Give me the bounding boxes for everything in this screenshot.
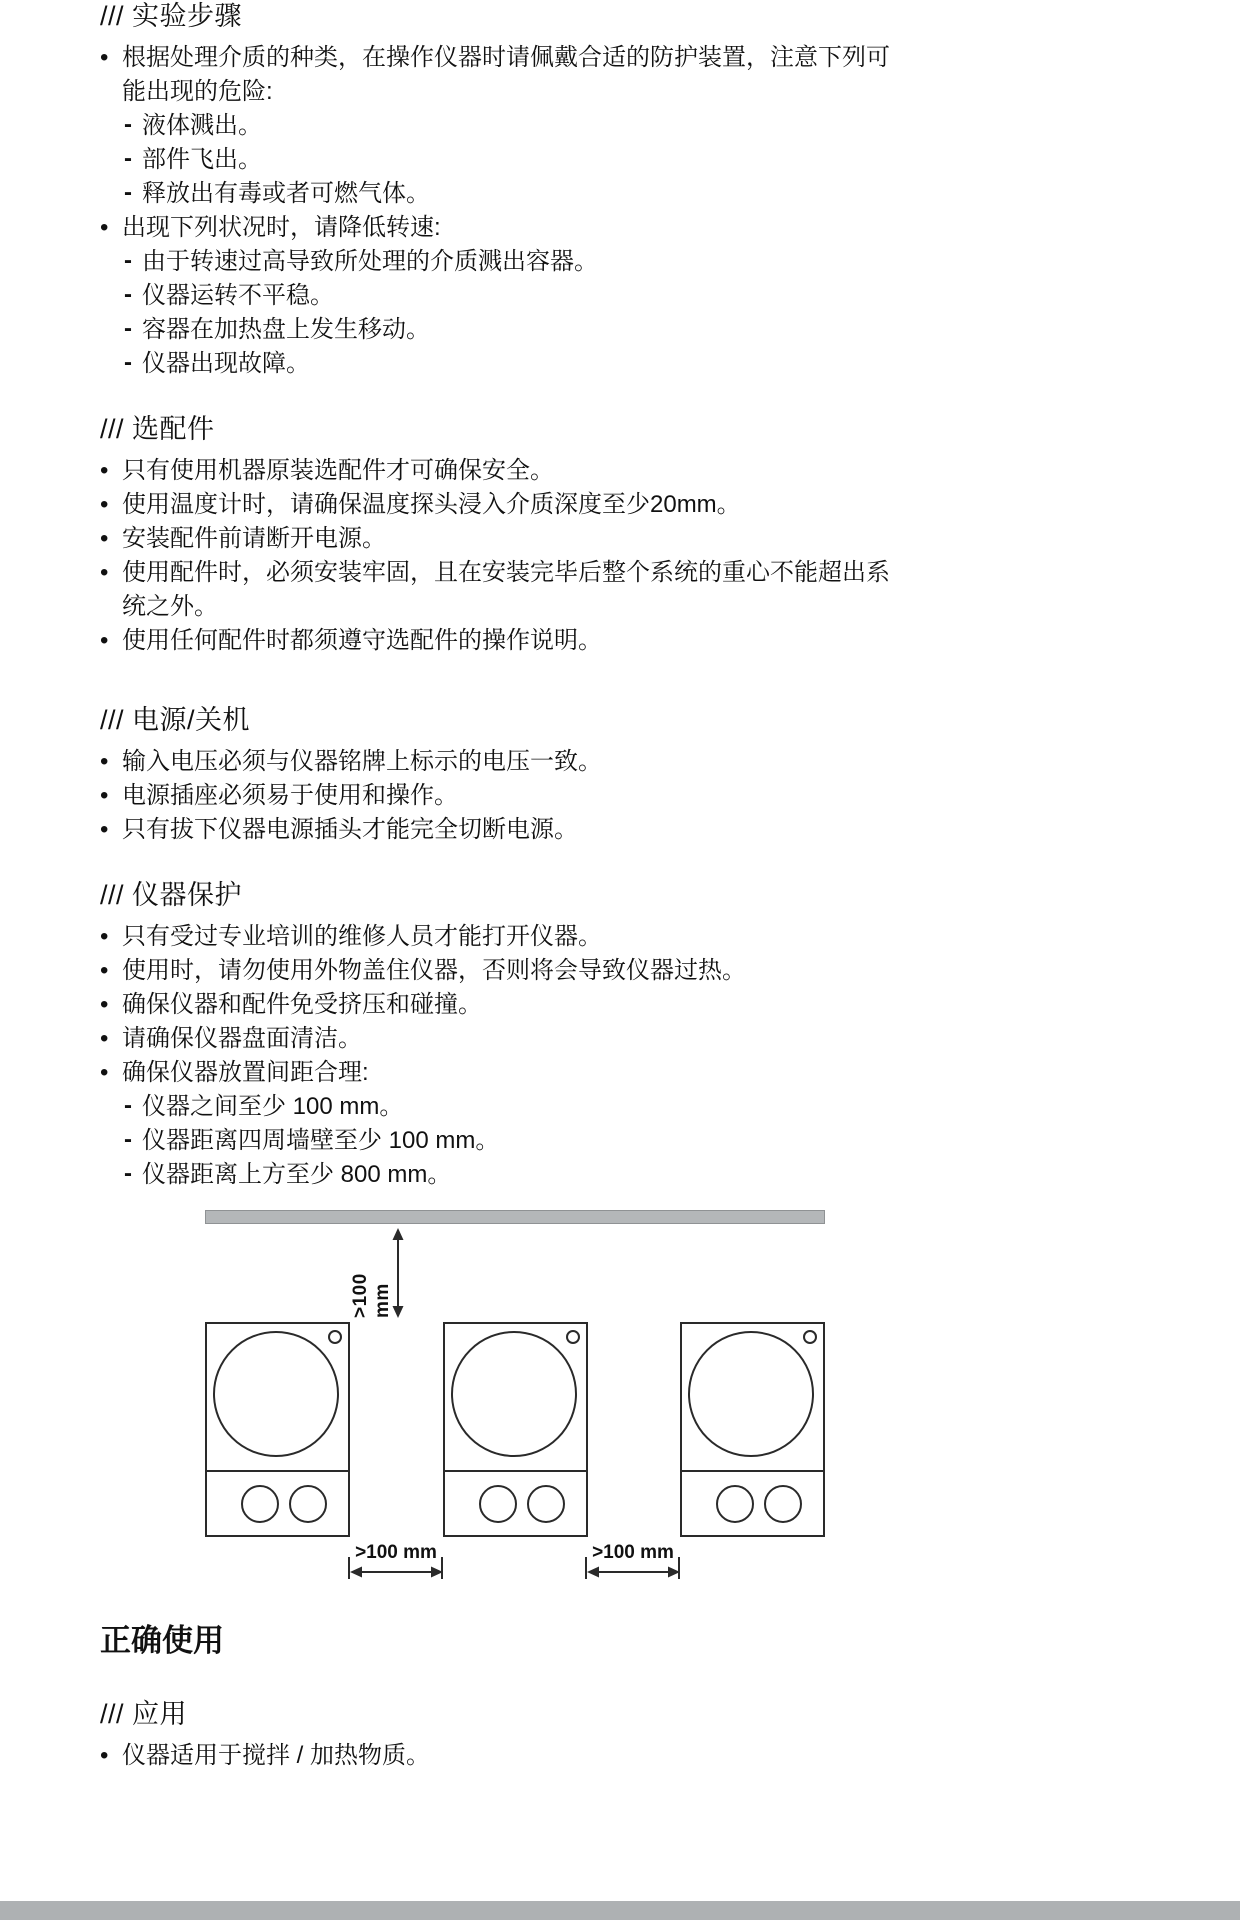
section-title-experiment-steps: /// 实验步骤 — [100, 1, 243, 31]
hazard-sublist — [124, 109, 900, 211]
gap-spacing-label: >100 mm — [592, 1542, 674, 1563]
section-title-power-off: /// 电源/关机 — [100, 705, 251, 735]
sub-item: - 液体溅出。 — [124, 109, 900, 143]
indicator-dot — [566, 1330, 580, 1344]
control-knob — [716, 1485, 754, 1523]
section-title-instrument-protection: /// 仪器保护 — [100, 880, 243, 910]
list-item: • 只有使用机器原装选配件才可确保安全。 — [100, 454, 900, 488]
control-knob — [764, 1485, 802, 1523]
instrument-unit — [205, 1322, 350, 1537]
indicator-dot — [328, 1330, 342, 1344]
panel-divider — [445, 1470, 586, 1472]
control-knob — [527, 1485, 565, 1523]
list-item — [100, 211, 900, 381]
list-item: • 安装配件前请断开电源。 — [100, 522, 900, 556]
control-knob — [289, 1485, 327, 1523]
sub-item: - 仪器之间至少 100 mm。 — [124, 1090, 900, 1124]
control-knob — [241, 1485, 279, 1523]
accessories-list — [100, 454, 900, 658]
gap-spacing-label: >100 mm — [355, 1542, 437, 1563]
page-bottom-edge — [0, 1901, 1240, 1920]
page-content — [100, 0, 940, 1773]
list-item: • 电源插座必须易于使用和操作。 — [100, 779, 900, 813]
list-item: • 请确保仪器盘面清洁。 — [100, 1022, 900, 1056]
instrument-unit — [443, 1322, 588, 1537]
list-item: • 只有受过专业培训的维修人员才能打开仪器。 — [100, 920, 900, 954]
heating-plate-circle — [688, 1331, 814, 1457]
list-item: • 确保仪器和配件免受挤压和碰撞。 — [100, 988, 900, 1022]
panel-divider — [207, 1470, 348, 1472]
control-knob — [479, 1485, 517, 1523]
list-item: • 使用时，请勿使用外物盖住仪器，否则将会导致仪器过热。 — [100, 954, 900, 988]
spacing-sublist — [124, 1090, 900, 1192]
list-item: • 使用任何配件时都须遵守选配件的操作说明。 — [100, 624, 900, 658]
sub-item: - 部件飞出。 — [124, 143, 900, 177]
section-title-accessories: /// 选配件 — [100, 414, 215, 444]
experiment-steps-list — [100, 41, 900, 381]
heating-plate-circle — [213, 1331, 339, 1457]
bullet-text: 出现下列状况时，请降低转速: — [122, 214, 441, 241]
protection-list — [100, 920, 900, 1192]
sub-item: - 由于转速过高导致所处理的介质溅出容器。 — [124, 245, 900, 279]
list-item: • 输入电压必须与仪器铭牌上标示的电压一致。 — [100, 745, 900, 779]
sub-item: - 容器在加热盘上发生移动。 — [124, 313, 900, 347]
ceiling-bar — [205, 1210, 825, 1224]
section-title-application: /// 应用 — [100, 1699, 188, 1729]
panel-divider — [682, 1470, 823, 1472]
list-item — [100, 1056, 900, 1192]
instrument-unit — [680, 1322, 825, 1537]
section-heading-correct-use: 正确使用 — [100, 1623, 224, 1658]
list-item: • 仪器适用于搅拌 / 加热物质。 — [100, 1739, 900, 1773]
horizontal-spacing-arrow-icon — [587, 1565, 680, 1579]
speed-sublist — [124, 245, 900, 381]
list-item: • 使用配件时，必须安装牢固，且在安装完毕后整个系统的重心不能超出系统之外。 — [100, 556, 900, 624]
sub-item: - 仪器出现故障。 — [124, 347, 900, 381]
bullet-text: 根据处理介质的种类，在操作仪器时请佩戴合适的防护装置，注意下列可能出现的危险: — [122, 44, 890, 105]
sub-item: - 仪器运转不平稳。 — [124, 279, 900, 313]
sub-item: - 仪器距离四周墙壁至少 100 mm。 — [124, 1124, 900, 1158]
indicator-dot — [803, 1330, 817, 1344]
spacing-diagram — [100, 1210, 940, 1595]
vertical-spacing-label: >100 mm — [350, 1273, 393, 1318]
horizontal-spacing-arrow-icon — [350, 1565, 443, 1579]
sub-item: - 仪器距离上方至少 800 mm。 — [124, 1158, 900, 1192]
list-item: • 使用温度计时，请确保温度探头浸入介质深度至少20mm。 — [100, 488, 900, 522]
list-item: • 只有拔下仪器电源插头才能完全切断电源。 — [100, 813, 900, 847]
power-list — [100, 745, 900, 847]
bullet-text: 确保仪器放置间距合理: — [122, 1059, 369, 1086]
application-list — [100, 1739, 900, 1773]
sub-item: - 释放出有毒或者可燃气体。 — [124, 177, 900, 211]
list-item — [100, 41, 900, 211]
heating-plate-circle — [451, 1331, 577, 1457]
